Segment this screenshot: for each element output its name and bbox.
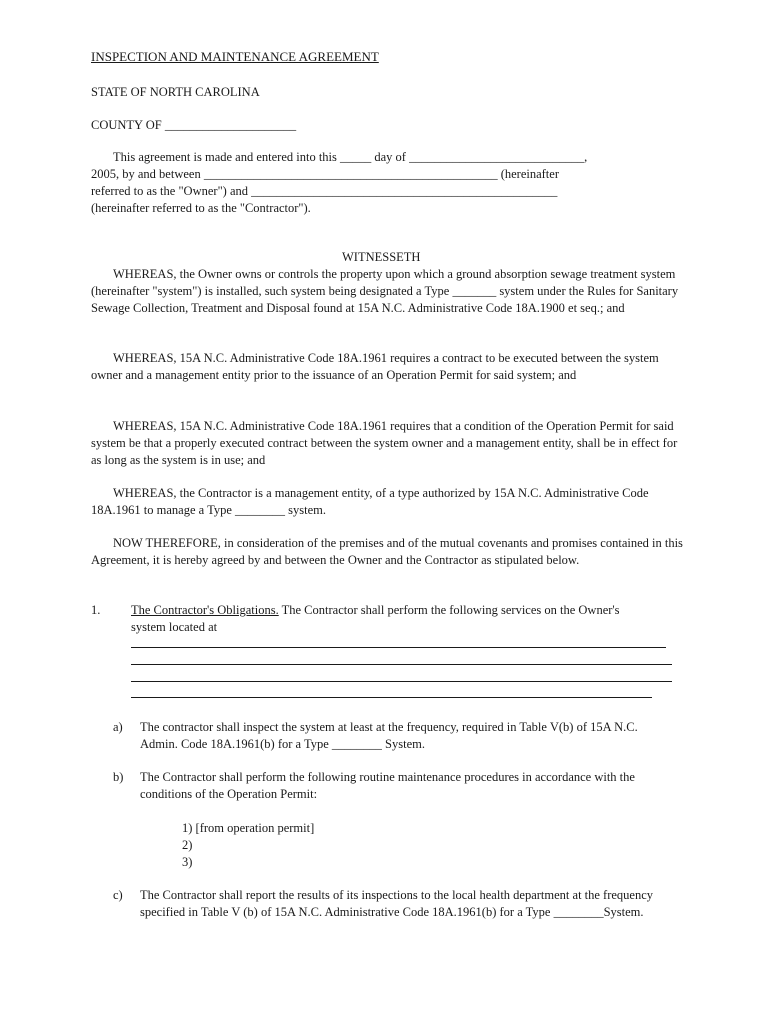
now-therefore-paragraph: NOW THEREFORE, in consideration of the premises and of the mutual covenants and promises contained in this Agreement, it is hereby agreed by and between the Owner and the Contractor as stipulated below. [91, 536, 683, 567]
whereas-paragraph-1: WHEREAS, the Owner owns or controls the property upon which a ground absorption sewage treatment system (hereinafter "system") is installed, such system being designated a Type _______ system under the Rules for Sanitary Sewage Collection, Treatment and Disposal found at 15A N.C. Administrative Code 18A.1900 et seq.; and [91, 267, 679, 315]
section-1-first-line [131, 602, 620, 619]
maintenance-list-item-2: 2) [182, 838, 193, 852]
address-blank-line-2 [131, 664, 672, 665]
section-1-text: The Contractor shall perform the following services on the Owner's [278, 603, 620, 617]
item-b-label: b) [113, 770, 124, 784]
maintenance-list-item-3: 3) [182, 855, 193, 869]
witnesseth-heading: WITNESSETH [342, 250, 421, 264]
item-a-label: a) [113, 720, 123, 734]
intro-line-1: This agreement is made and entered into this _____ day of ____________________________, [113, 150, 588, 164]
maintenance-list-item-1: 1) [from operation permit] [182, 821, 315, 835]
item-c-text: The Contractor shall report the results of its inspections to the local health department at the frequency specified in Table V (b) of 15A N.C. Administrative Code 18A.1961(b) for a Type ________System. [140, 888, 654, 919]
whereas-paragraph-3: WHEREAS, 15A N.C. Administrative Code 18A.1961 requires that a condition of the Operation Permit for said system be that a properly executed contract between the system owner and a management entity, shall be in effect for as long as the system is in use; and [91, 419, 678, 467]
address-blank-line-1 [131, 647, 666, 648]
whereas-paragraph-4: WHEREAS, the Contractor is a management entity, of a type authorized by 15A N.C. Administrative Code 18A.1961 to manage a Type ________ system. [91, 486, 649, 517]
county-line: COUNTY OF _____________________ [91, 118, 297, 132]
document-title: INSPECTION AND MAINTENANCE AGREEMENT [91, 49, 379, 64]
item-b-text: The Contractor shall perform the following routine maintenance procedures in accordance with the conditions of the Operation Permit: [140, 770, 635, 801]
address-blank-line-3 [131, 681, 672, 682]
section-1-number: 1. [91, 603, 101, 617]
intro-line-4: (hereinafter referred to as the "Contractor"). [91, 201, 311, 215]
whereas-paragraph-2: WHEREAS, 15A N.C. Administrative Code 18A.1961 requires a contract to be executed between the system owner and a management entity prior to the issuance of an Operation Permit for said system; and [91, 351, 659, 382]
intro-line-2: 2005, by and between _______________________________________________ (hereinafter [91, 167, 559, 181]
item-c-label: c) [113, 888, 123, 902]
section-1-heading: The Contractor's Obligations. [131, 603, 279, 617]
section-1-location-label: system located at [131, 620, 218, 634]
intro-line-3: referred to as the "Owner") and _________________________________________________ [91, 184, 558, 198]
address-blank-line-4 [131, 697, 652, 698]
state-line: STATE OF NORTH CAROLINA [91, 85, 260, 99]
item-a-text: The contractor shall inspect the system at least at the frequency, required in Table V(b) of 15A N.C. Admin. Code 18A.1961(b) for a Type ________ System. [140, 720, 638, 751]
